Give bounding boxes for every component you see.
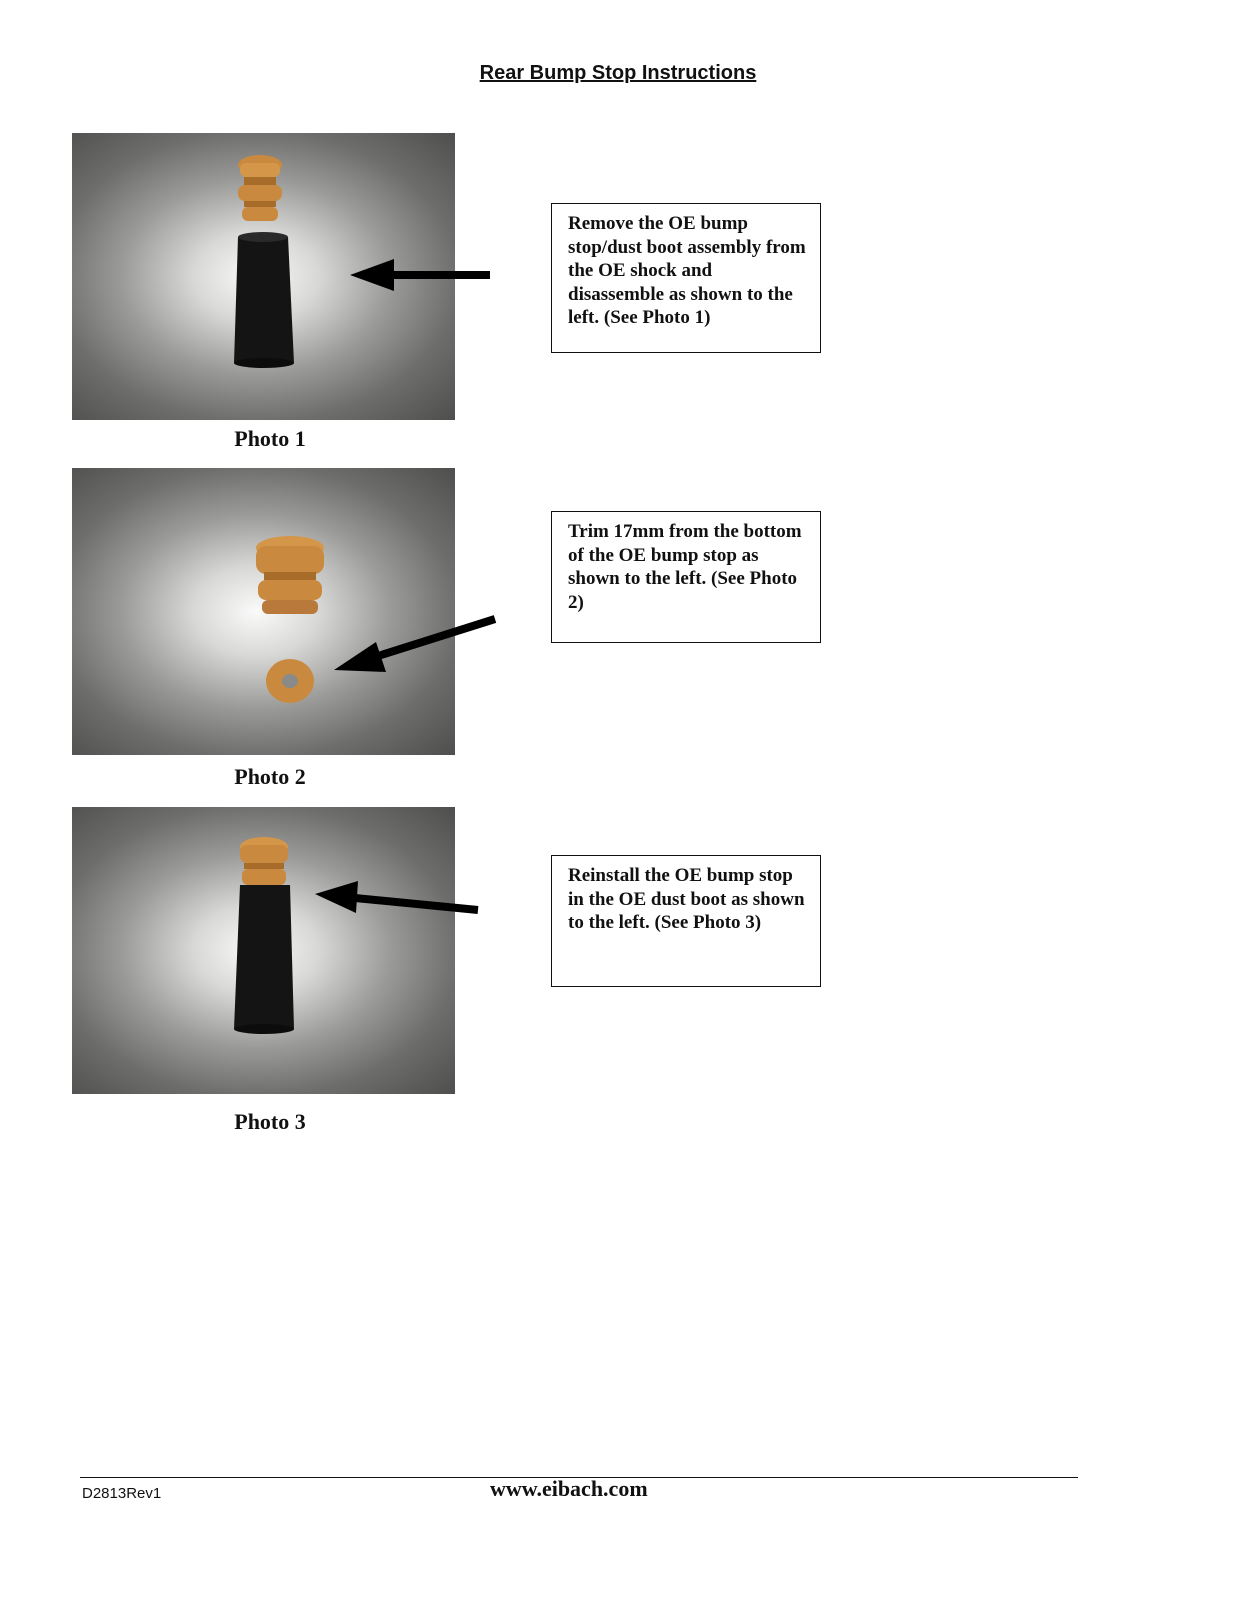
photo-2-label: Photo 2	[234, 764, 306, 789]
website-link[interactable]: www.eibach.com	[490, 1476, 648, 1501]
instruction-box-2: Trim 17mm from the bottom of the OE bump stop as shown to the left. (See Photo 2)	[551, 511, 821, 643]
instruction-box-1: Remove the OE bump stop/dust boot assembly from the OE shock and disassemble as shown to the left. (See Photo 1)	[551, 203, 821, 353]
document-code: D2813Rev1	[82, 1485, 162, 1502]
instruction-box-3: Reinstall the OE bump stop in the OE dust boot as shown to the left. (See Photo 3)	[551, 855, 821, 987]
page-title: Rear Bump Stop Instructions	[479, 62, 757, 84]
photo-1-label: Photo 1	[234, 426, 306, 451]
photo-3-label: Photo 3	[234, 1109, 306, 1134]
